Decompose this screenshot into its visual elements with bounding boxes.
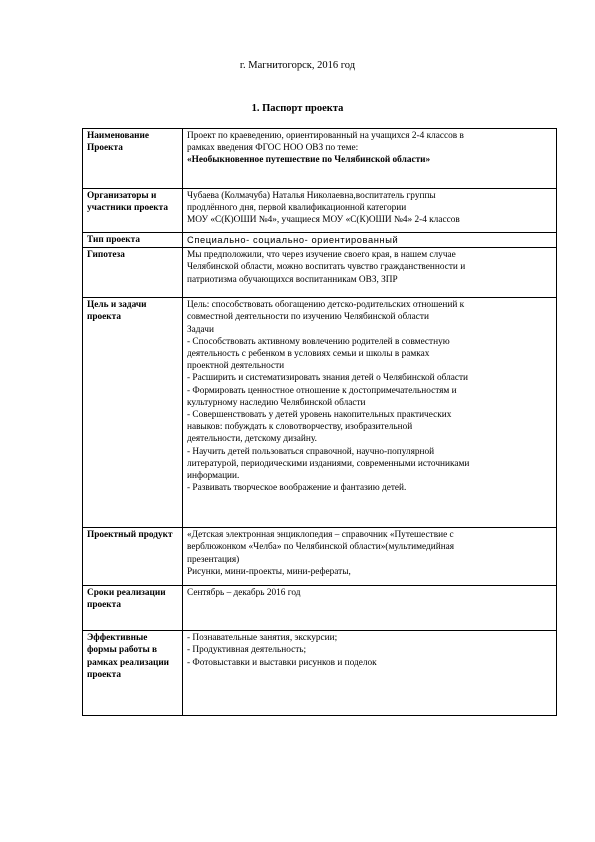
table-row	[83, 528, 557, 586]
row-value	[183, 631, 557, 716]
value-line: совместной деятельности по изучению Челябинской области	[187, 312, 429, 323]
row-label: Организаторы и участники проекта	[83, 189, 183, 233]
row-value	[183, 528, 557, 586]
value-line: - Продуктивная деятельность;	[187, 645, 307, 656]
row-value	[183, 129, 557, 189]
row-value	[183, 248, 557, 298]
value-line: - Расширить и систематизировать знания детей о Челябинской области	[187, 373, 469, 384]
value-line: - Способствовать активному вовлечению родителей в совместную	[187, 336, 450, 347]
row-value	[183, 586, 557, 631]
row-label: Гипотеза	[83, 248, 183, 298]
row-value	[183, 233, 557, 248]
table-row	[83, 631, 557, 716]
value-line: Специально- социально- ориентированный	[187, 235, 399, 245]
value-line: МОУ «С(К)ОШИ №4», учащиеся МОУ «С(К)ОШИ №4» 2-4 классов	[187, 215, 460, 226]
project-passport-table	[82, 128, 557, 716]
row-value	[183, 189, 557, 233]
row-label: Тип проекта	[83, 233, 183, 248]
value-line: Рисунки, мини-проекты, мини-рефераты,	[187, 566, 351, 577]
value-line: Челябинской области, можно воспитать чувство гражданственности и	[187, 262, 466, 273]
value-line: - Познавательные занятия, экскурсии;	[187, 633, 338, 644]
value-line: презентация)	[187, 554, 240, 565]
value-line: патриотизма обучающихся воспитанникам ОВЗ, ЗПР	[187, 274, 398, 285]
value-line: - Фотовыставки и выставки рисунков и поделок	[187, 657, 377, 668]
value-line: проектной деятельности	[187, 361, 285, 372]
value-line: информации.	[187, 471, 240, 482]
value-line: Сентябрь – декабрь 2016 год	[187, 588, 301, 599]
city-year-line: г. Магнитогорск, 2016 год	[239, 60, 356, 71]
row-label: Цель и задачи проекта	[83, 298, 183, 528]
value-line: Чубаева (Колмачуба) Наталья Николаевна,воспитатель группы	[187, 191, 436, 201]
value-line: Мы предположили, что через изучение своего края, в нашем случае	[187, 250, 456, 261]
row-value	[183, 298, 557, 528]
row-label: Эффективные формы работы в рамках реализации проекта	[83, 631, 183, 716]
table-row	[83, 189, 557, 233]
value-line: Задачи	[187, 324, 214, 335]
row-label: Сроки реализации проекта	[83, 586, 183, 631]
value-line: «Детская электронная энциклопедия – справочник «Путешествие с	[187, 530, 454, 541]
table-row	[83, 586, 557, 631]
row-label: Проектный продукт	[83, 528, 183, 586]
value-line: литературой, периодическими изданиями, современными источниками	[187, 458, 470, 469]
value-line: - Формировать ценностное отношение к достопримечательностям и	[187, 385, 457, 396]
table-row	[83, 248, 557, 298]
row-label: Наименование Проекта	[83, 129, 183, 189]
section-title: 1. Паспорт проекта	[251, 103, 344, 114]
value-line: - Развивать творческое воображение и фантазию детей.	[187, 483, 407, 494]
value-line: рамках введения ФГОС НОО ОВЗ по теме:	[187, 143, 359, 154]
value-line: верблюжонком «Челба» по Челябинской области»(мультимедийная	[187, 542, 455, 553]
table-row	[83, 233, 557, 248]
table-row	[83, 298, 557, 528]
value-line: культурному наследию Челябинской области	[187, 397, 366, 408]
value-line: навыков: побуждать к словотворчеству, изобразительной	[187, 422, 413, 433]
value-line: деятельность с ребенком в условиях семьи и школы в рамках	[187, 349, 430, 360]
value-line: деятельности, детскому дизайну.	[187, 434, 317, 445]
table-row	[83, 129, 557, 189]
value-line: Цель: способствовать обогащению детско-родительских отношений к	[187, 300, 465, 311]
value-line: - Научить детей пользоваться справочной, научно-популярной	[187, 446, 435, 457]
value-line: «Необыкновенное путешествие по Челябинской области»	[187, 155, 431, 166]
value-line: - Совершенствовать у детей уровень накопительных практических	[187, 410, 452, 421]
value-line: продлённого дня, первой квалификационной категории	[187, 203, 407, 214]
passport-table-body	[83, 129, 557, 716]
value-line: Проект по краеведению, ориентированный на учащихся 2-4 классов в	[187, 131, 464, 141]
